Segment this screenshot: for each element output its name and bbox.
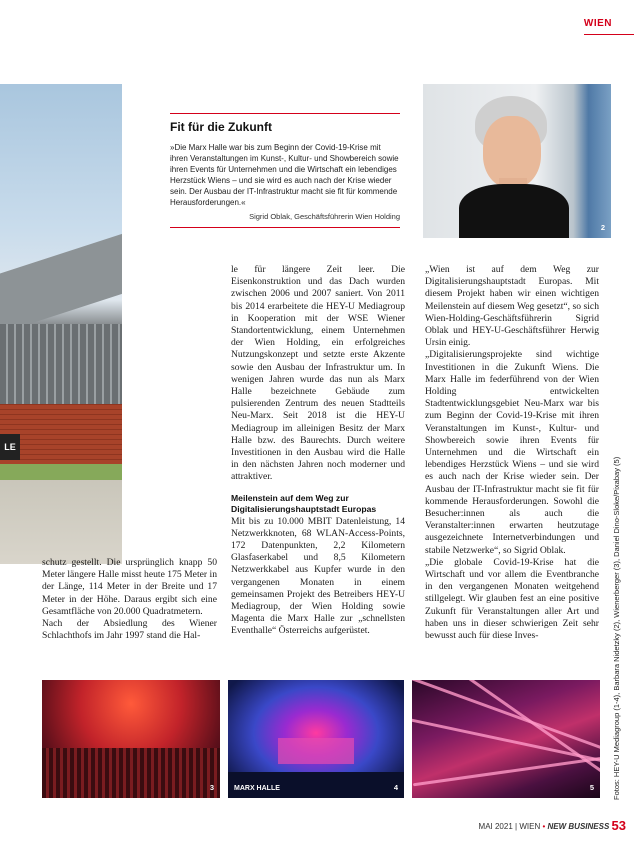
quote-box [170, 113, 400, 228]
photo-event-hall [42, 680, 220, 798]
hero-roof [0, 231, 122, 336]
image-number: 4 [393, 783, 398, 792]
footer-magazine: NEW BUSINESS [547, 822, 610, 831]
quote-text: »Die Marx Halle war bis zum Beginn der Covid-19-Krise mit ihren Veranstaltungen im Kunst-, Kultur- und Showbereich sowie ihren Events für Unternehmen und die Wirtschaft ein lebendiges Herzstück Wiens – und sie wird es auch nach der Krise wieder sein. Der Ausbau der IT-Infrastruktur macht sie fit für kommende Herausforderungen.« [170, 143, 399, 207]
image-number: 5 [589, 783, 594, 792]
paragraph: schutz gestellt. Die ursprünglich knapp 50 Meter längere Halle misst heute 175 Meter in der Länge, 114 Meter in der Breite und 17 Meter in der Höhe. Daraus ergibt sich eine Gesamtfläche von 20.000 Quadratmetern. [42, 557, 217, 617]
quote-rule-bottom [170, 227, 400, 228]
paragraph: „Digitalisierungsprojekte sind wichtige Investitionen in die Zukunft Wiens. Die Marx Halle im federführend von der Wien Holding entwickelten Stadtentwicklungsgebiet Neu-Marx war bis zum Beginn der Covid-19-Krise mit ihren Veranstaltungen im Kunst-, Kultur- und Showbereich sowie ihren Events für Unternehmen und die Wirtschaft ein lebendiges Herzstück Wiens – und sie wird es auch nach der Krise wieder sein. Der Ausbau der IT-Infrastruktur macht sie fit für kommende Herausforderungen. Sowohl die Besucher:innen als auch die Veranstalter:innen erwarten heutzutage ausgezeichnete Internetverbindungen und stabile Netzwerke“, so Sigrid Oblak. [425, 349, 599, 556]
paragraph: „Wien ist auf dem Weg zur Digitalisierungshauptstadt Europas. Mit diesem Projekt haben wir einen wichtigen Meilenstein auf diesem Weg gesetzt“, so sich Wien-Holding-Geschäftsführerin Sigrid Oblak und HEY-U-Geschäftsführer Herwig Ursin einig. [425, 264, 599, 349]
body-column-left [42, 557, 217, 642]
photo-concert [228, 680, 404, 798]
image-number: 2 [600, 223, 605, 232]
footer-dot: • [542, 822, 546, 831]
hero-facade [0, 324, 122, 404]
paragraph: „Die globale Covid-19-Krise hat die Wirtschaft und vor allem die Eventbranche in den vergangenen Monaten weitgehend stillgelegt. Wir glauben fest an eine positive Zukunft für Veranstaltungen aller Art und haben uns in dieser schwierigen Zeit sehr bewusst auch für diese Inves- [425, 556, 599, 642]
quote-rule-top [170, 113, 400, 114]
quote-author: Sigrid Oblak, Geschäftsführerin Wien Holding [249, 212, 400, 221]
photo-fiber-optics [412, 680, 600, 798]
quote-title: Fit für die Zukunft [170, 120, 272, 134]
footer-issue: MAI 2021 [478, 822, 513, 831]
fiber-strand [413, 753, 600, 787]
subheading: Meilenstein auf dem Weg zur Digitalisierungshauptstadt Europas [231, 492, 377, 515]
fiber-strand [412, 717, 600, 766]
paragraph: le für längere Zeit leer. Die Eisenkonstruktion und das Dach wurden zwischen 2006 und 2007 saniert. Von 2011 bis 2014 erarbeitete die HEY-U Mediagroup in Kooperation mit der WSE Wiener Standortentwicklung, einem Unternehmen der Wien Holding, ein erfolgreiches Nutzungskonzept und setzte erste Akzente sowie den Ausbau der Infrastruktur um. In wenigen Jahren wurde das nun als Marx Halle bezeichnete Gebäude zum pulsierenden Zentrum des neuen Stadtteils Neu-Marx. Seit 2018 ist die HEY-U Mediagroup im alleinigen Besitz der Marx Halle bzw. des Baurechts. Durch weitere Investitionen in den Ausbau wird die Halle in den nächsten Jahren noch moderner und attraktiver. [231, 264, 405, 483]
hero-image-marx-halle [0, 84, 122, 564]
portrait-photo [423, 84, 611, 238]
paragraph: Mit bis zu 10.000 MBIT Datenleistung, 14 Netzwerkknoten, 68 WLAN-Access-Points, 172 Datenpunkten, 2,2 Kilometern Glasfaserkabel und 8,5 Kilometern Netzwerkkabel aus Kupfer wurde in den vergangenen Monaten in einem gemeinsamen Projekt des Betreibers HEY-U Mediagroup, der Wien Holding sowie Magenta die Marx Halle zur „schnellsten Eventhalle“ Österreichs aufgerüstet. [231, 515, 405, 637]
page-number: 53 [611, 818, 626, 833]
hero-lawn [0, 464, 122, 480]
image-number: 3 [209, 783, 214, 792]
photo-credit: Fotos: HEY-U Mediagroup (1-4), Barbara Nidetzky (2), Wienerberger (3), Daniel Dino-Sloke/Pixabay (5) [612, 456, 621, 800]
footer-section: WIEN [519, 822, 541, 831]
footer-separator: | [515, 822, 518, 831]
section-rule [584, 34, 634, 35]
body-column-middle [231, 264, 405, 638]
section-tag: WIEN [583, 18, 612, 29]
marx-halle-logo: MARX HALLE [234, 785, 280, 792]
portrait-dress [459, 184, 569, 238]
body-column-right [425, 264, 599, 642]
hero-sign: LE [0, 434, 20, 460]
page-footer [479, 818, 626, 833]
photo-crowd [42, 748, 220, 798]
photo-stage [278, 738, 354, 764]
paragraph: Nach der Absiedlung des Wiener Schlachthofs im Jahr 1997 stand die Hal- [42, 618, 217, 642]
